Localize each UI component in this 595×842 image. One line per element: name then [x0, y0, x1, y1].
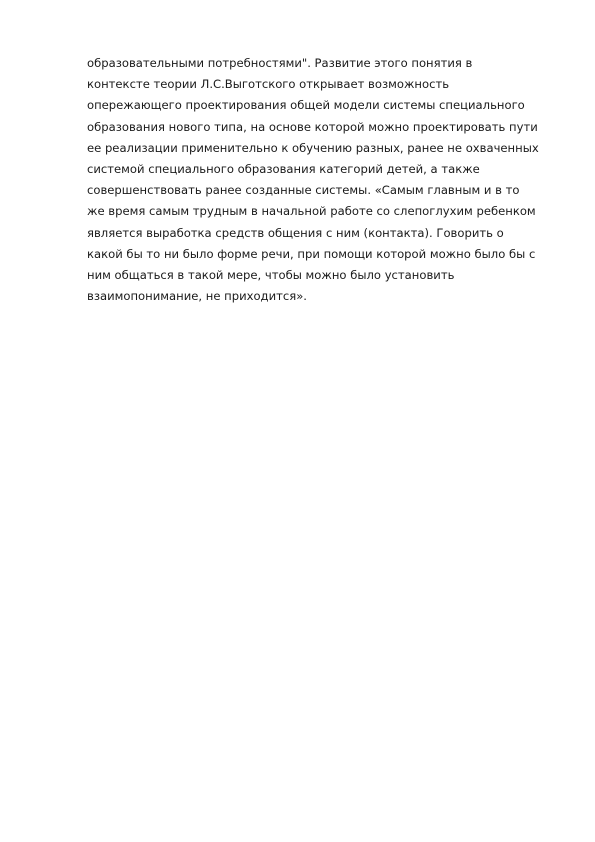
- paragraph-line: образования нового типа, на основе которой можно проектировать пути: [87, 119, 538, 134]
- paragraph-line: же время самым трудным в начальной работе со слепоглухим ребенком: [87, 204, 536, 219]
- paragraph-line: системой специального образования категорий детей, а также: [87, 161, 480, 176]
- paragraph-line: опережающего проектирования общей модели системы специального: [87, 98, 525, 113]
- paragraph-line: контексте теории Л.С.Выготского открывает возможность: [87, 77, 450, 92]
- body-paragraph: [87, 53, 557, 307]
- paragraph-line: ним общаться в такой мере, чтобы можно было установить: [87, 267, 455, 282]
- paragraph-line: образовательными потребностями". Развитие этого понятия в: [87, 56, 473, 70]
- paragraph-line: является выработка средств общения с ним (контакта). Говорить о: [87, 225, 504, 240]
- paragraph-line: совершенствовать ранее созданные системы. «Самым главным и в то: [87, 183, 520, 198]
- paragraph-line: какой бы то ни было форме речи, при помощи которой можно было бы с: [87, 246, 536, 261]
- paragraph-line: взаимопонимание, не приходится».: [87, 289, 307, 304]
- paragraph-line: ее реализации применительно к обучению разных, ранее не охваченных: [87, 140, 539, 155]
